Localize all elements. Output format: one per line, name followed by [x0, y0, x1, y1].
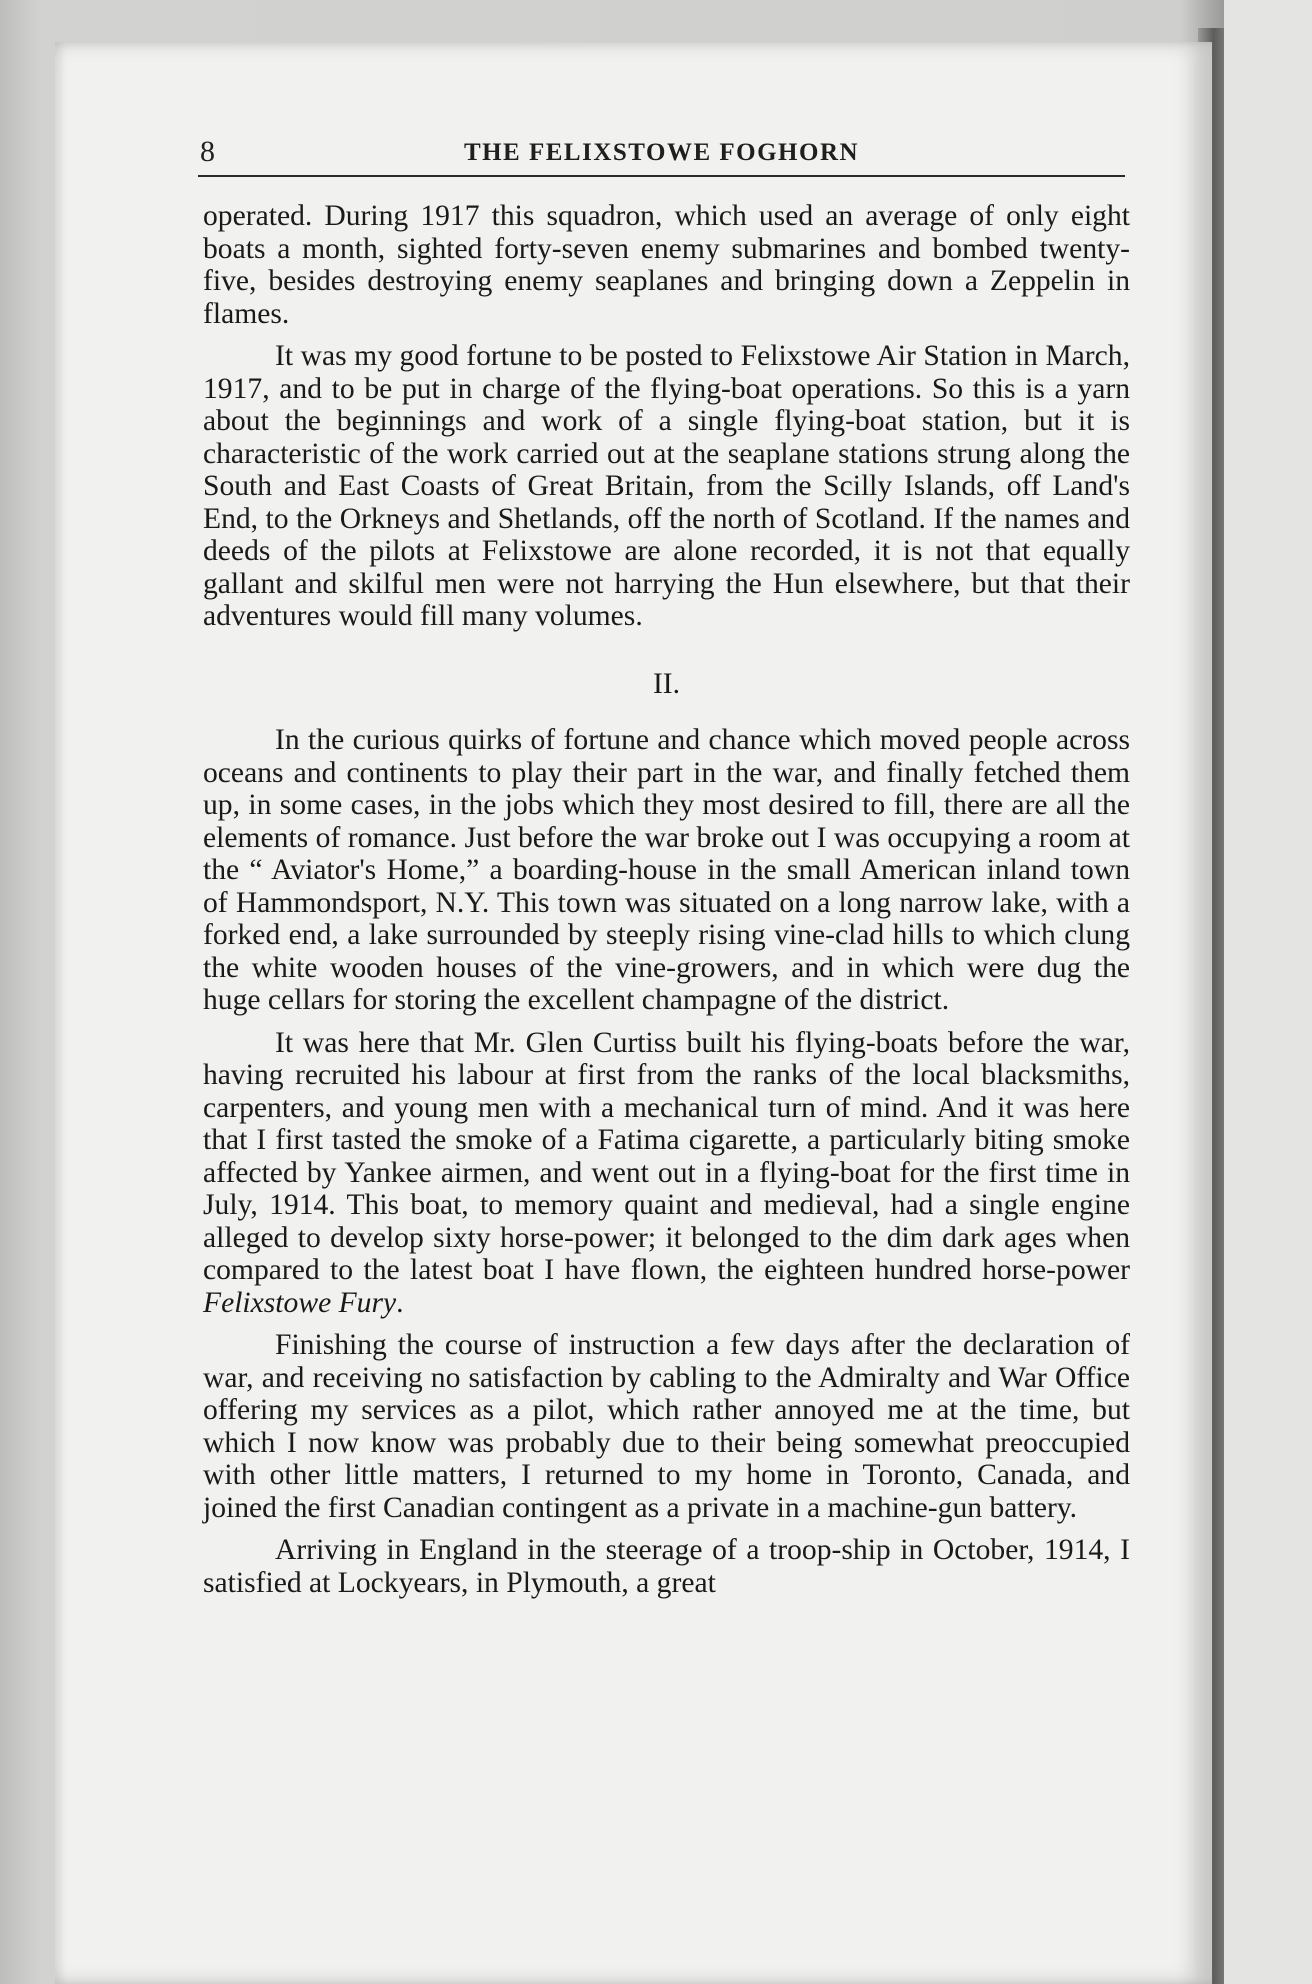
page-number: 8: [200, 135, 215, 168]
paragraph: [203, 1027, 1130, 1320]
section-heading: II.: [652, 667, 681, 700]
paragraph: Finishing the course of instruction a few days after the declaration of war, and receiving no satisfaction by cabling to the Admiralty and War Office offering my services as a pilot, which rather annoyed me at the time, but which I now know was probably due to their being somewhat preoccupied with other little matters, I returned to my home in Toronto, Canada, and joined the first Canadian contingent as a private in a machine-gun battery.: [203, 1329, 1130, 1524]
paragraph-text: .: [396, 1286, 404, 1319]
boat-name: Felixstowe Fury: [203, 1286, 397, 1319]
paragraph: It was my good fortune to be posted to Felixstowe Air Station in March, 1917, and to be put in charge of the flying-boat operations. So this is a yarn about the beginnings and work of a single flying-boat station, but it is characteristic of the work carried out at the seaplane stations strung along the South and East Coasts of Great Britain, from the Scilly Islands, off Land's End, to the Orkneys and Shetlands, off the north of Scotland. If the names and deeds of the pilots at Felixstowe are alone recorded, it is not that equally gallant and skilful men were not harrying the Hun elsewhere, but that their adventures would fill many volumes.: [203, 340, 1130, 632]
paragraph: Arriving in England in the steerage of a troop-ship in October, 1914, I satisfied at Lockyears, in Plymouth, a great: [203, 1534, 1130, 1599]
running-title: THE FELIXSTOWE FOGHORN: [463, 139, 860, 166]
article-body: [203, 200, 1130, 1599]
paragraph: operated. During 1917 this squadron, which used an average of only eight boats a month, sighted forty-seven enemy submarines and bombed twenty-five, besides destroying enemy seaplanes and bringing down a Zeppelin in flames.: [203, 200, 1130, 330]
paragraph-text: It was here that Mr. Glen Curtiss built his flying-boats before the war, having recruited his labour at first from the ranks of the local blacksmiths, carpenters, and young men with a mechanical turn of mind. And it was here that I first tasted the smoke of a Fatima cigarette, a particularly biting smoke affected by Yankee airmen, and went out in a flying-boat for the first time in July, 1914. This boat, to memory quaint and medieval, had a single engine alleged to develop sixty horse-power; it belonged to the dim dark ages when compared to the latest boat I have flown, the eighteen hundred horse-power: [203, 1026, 1130, 1286]
facing-page-edge: [1224, 0, 1312, 1984]
paragraph: In the curious quirks of fortune and chance which moved people across oceans and continents to play their part in the war, and finally fetched them up, in some cases, in the jobs which they most desired to fill, there are all the elements of romance. Just before the war broke out I was occupying a room at the “ Aviator's Home,” a boarding-house in the small American inland town of Hammondsport, N.Y. This town was situated on a long narrow lake, with a forked end, a lake surrounded by steeply rising vine-clad hills to which clung the white wooden houses of the vine-growers, and in which were dug the huge cellars for storing the excellent champagne of the district.: [203, 724, 1130, 1016]
page-header: [198, 135, 1125, 177]
